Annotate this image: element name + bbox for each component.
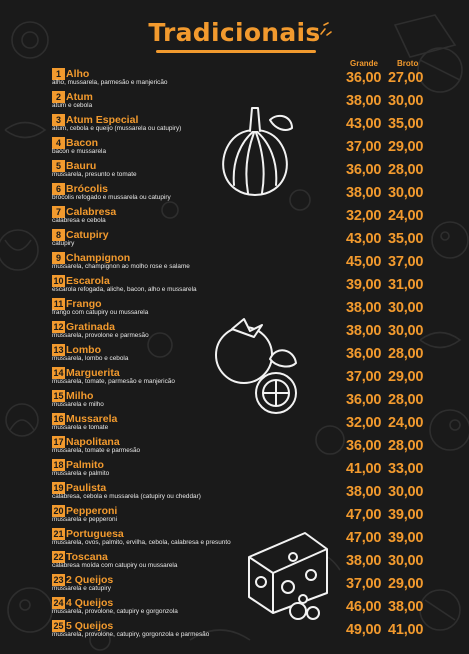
price-grande: 47,00 (346, 530, 382, 546)
price-grande: 47,00 (346, 507, 382, 523)
price-broto: 28,00 (388, 162, 424, 178)
price-grande: 36,00 (346, 70, 382, 86)
item-number: 25 (53, 621, 64, 631)
item-description: catupiry (52, 240, 75, 247)
item-number: 5 (52, 160, 65, 172)
item-name: Paulista (66, 482, 107, 494)
price-broto: 33,00 (388, 461, 424, 477)
item-number: 4 (52, 137, 65, 149)
menu-item (52, 459, 424, 481)
item-name: Champignon (66, 252, 131, 264)
price-grande: 43,00 (346, 116, 382, 132)
cheese-illustration (243, 527, 333, 622)
item-number: 6 (52, 183, 65, 195)
title-underline (156, 50, 316, 53)
item-name: 5 Queijos (66, 620, 114, 632)
price-broto: 28,00 (388, 438, 424, 454)
item-name: Toscana (66, 551, 108, 563)
tomato-illustration (210, 315, 310, 415)
price-grande: 32,00 (346, 415, 382, 431)
price-broto: 29,00 (388, 369, 424, 385)
price-grande: 36,00 (346, 162, 382, 178)
item-number: 16 (53, 414, 64, 424)
item-description: atum e cebola (52, 102, 93, 109)
menu-item (52, 68, 424, 90)
price-grande: 36,00 (346, 438, 382, 454)
item-description: escarola refogada, aliche, bacon, alho e mussarela (52, 286, 197, 293)
item-description: calabresa e cebola (52, 217, 106, 224)
item-name: Palmito (66, 459, 104, 471)
price-broto: 31,00 (388, 277, 424, 293)
item-number: 20 (53, 506, 64, 516)
price-grande: 46,00 (346, 599, 382, 615)
menu-item (52, 505, 424, 527)
item-description: mussarela, lombo e cebola (52, 355, 129, 362)
column-header-grande: Grande (350, 59, 379, 68)
price-broto: 37,00 (388, 254, 424, 270)
price-broto: 30,00 (388, 93, 424, 109)
item-number: 19 (53, 483, 64, 493)
item-description: brócolis refogado e mussarela ou catupiry (52, 194, 171, 201)
price-broto: 24,00 (388, 208, 424, 224)
item-description: mussarela, provolone, catupiry e gorgonzola (52, 608, 178, 615)
price-grande: 38,00 (346, 300, 382, 316)
menu-item (52, 482, 424, 504)
item-number: 18 (53, 460, 64, 470)
item-name: Escarola (66, 275, 110, 287)
item-description: mussarela, presunto e tomate (52, 171, 137, 178)
price-broto: 28,00 (388, 346, 424, 362)
price-broto: 41,00 (388, 622, 424, 638)
price-broto: 38,00 (388, 599, 424, 615)
item-description: mussarela e milho (52, 401, 104, 408)
price-grande: 38,00 (346, 553, 382, 569)
item-number: 9 (52, 252, 65, 264)
item-number: 23 (53, 575, 64, 585)
item-name: 4 Queijos (66, 597, 114, 609)
item-description: mussarela, tomate, parmesão e manjericão (52, 378, 175, 385)
price-grande: 43,00 (346, 231, 382, 247)
item-number: 3 (52, 114, 65, 126)
menu-item (52, 252, 424, 274)
price-grande: 32,00 (346, 208, 382, 224)
column-header-broto: Broto (397, 59, 419, 68)
item-number: 1 (52, 68, 65, 80)
item-number: 2 (52, 91, 65, 103)
price-broto: 30,00 (388, 553, 424, 569)
price-broto: 35,00 (388, 116, 424, 132)
item-name: Atum (66, 91, 93, 103)
item-name: Calabresa (66, 206, 117, 218)
item-name: Mussarela (66, 413, 118, 425)
item-name: Lombo (66, 344, 101, 356)
item-description: frango com catupiry ou mussarela (52, 309, 149, 316)
item-description: mussarela e palmito (52, 470, 110, 477)
price-broto: 28,00 (388, 392, 424, 408)
menu-item (52, 413, 424, 435)
item-name: Bauru (66, 160, 97, 172)
item-description: mussarela, ovos, palmito, ervilha, cebola, calabresa e presunto (52, 539, 231, 546)
item-description: atum, cebola e queijo (mussarela ou catupiry) (52, 125, 182, 132)
item-number: 15 (53, 391, 64, 401)
item-description: mussarela e pepperoni (52, 516, 118, 523)
item-description: mussarela, provolone, catupiry, gorgonzola e parmesão (52, 631, 210, 638)
item-name: Marguerita (66, 367, 120, 379)
price-grande: 36,00 (346, 346, 382, 362)
price-grande: 36,00 (346, 392, 382, 408)
menu-item (52, 528, 424, 550)
item-number: 11 (53, 299, 64, 309)
item-name: Brócolis (66, 183, 109, 195)
price-grande: 49,00 (346, 622, 382, 638)
item-number: 14 (53, 368, 64, 378)
item-name: Portuguesa (66, 528, 124, 540)
item-number: 12 (53, 322, 64, 332)
item-description: mussarela e catupiry (52, 585, 111, 592)
item-name: Milho (66, 390, 94, 402)
price-broto: 30,00 (388, 484, 424, 500)
item-name: Catupiry (66, 229, 109, 241)
menu-item (52, 620, 424, 642)
item-name: Pepperoni (66, 505, 118, 517)
item-description: mussarela, tomate e parmesão (52, 447, 141, 454)
price-grande: 41,00 (346, 461, 382, 477)
price-grande: 38,00 (346, 93, 382, 109)
price-broto: 29,00 (388, 139, 424, 155)
item-description: mussarela, provolone e parmesão (52, 332, 149, 339)
price-broto: 30,00 (388, 323, 424, 339)
price-grande: 38,00 (346, 185, 382, 201)
price-broto: 30,00 (388, 300, 424, 316)
menu-item (52, 436, 424, 458)
price-broto: 35,00 (388, 231, 424, 247)
price-broto: 39,00 (388, 507, 424, 523)
price-grande: 45,00 (346, 254, 382, 270)
item-description: mussarela e tomate (52, 424, 109, 431)
price-grande: 38,00 (346, 323, 382, 339)
item-name: Frango (66, 298, 102, 310)
item-description: calabresa moída com catupiry ou mussarela (52, 562, 178, 569)
item-description: bacon e mussarela (52, 148, 106, 155)
price-grande: 37,00 (346, 576, 382, 592)
price-broto: 30,00 (388, 185, 424, 201)
price-broto: 29,00 (388, 576, 424, 592)
item-number: 24 (53, 598, 64, 608)
item-number: 7 (52, 206, 65, 218)
menu-item (52, 206, 424, 228)
item-name: Bacon (66, 137, 99, 149)
item-name: Alho (66, 68, 90, 80)
page-title: Tradicionais (148, 18, 321, 47)
item-name: Atum Especial (66, 114, 139, 126)
price-grande: 38,00 (346, 484, 382, 500)
item-number: 17 (53, 437, 64, 447)
item-number: 13 (53, 345, 64, 355)
menu-item (52, 275, 424, 297)
price-broto: 24,00 (388, 415, 424, 431)
garlic-illustration (210, 100, 300, 200)
item-description: mussarela, champignon ao molho rose e salame (52, 263, 190, 270)
menu-item (52, 229, 424, 251)
item-description: alho, mussarela, parmesão e manjericão (52, 79, 168, 86)
item-number: 21 (53, 529, 64, 539)
menu-item (52, 551, 424, 573)
menu-item (52, 574, 424, 596)
price-grande: 39,00 (346, 277, 382, 293)
item-name: Napolitana (66, 436, 120, 448)
sparkle-icon (318, 20, 336, 38)
price-broto: 27,00 (388, 70, 424, 86)
price-grande: 37,00 (346, 369, 382, 385)
item-name: Gratinada (66, 321, 116, 333)
menu-item (52, 597, 424, 619)
item-number: 8 (52, 229, 65, 241)
item-name: 2 Queijos (66, 574, 114, 586)
item-number: 10 (53, 276, 64, 286)
item-description: calabresa, cebola e mussarela (catupiry ou cheddar) (52, 493, 201, 500)
price-broto: 39,00 (388, 530, 424, 546)
price-grande: 37,00 (346, 139, 382, 155)
item-number: 22 (53, 552, 64, 562)
